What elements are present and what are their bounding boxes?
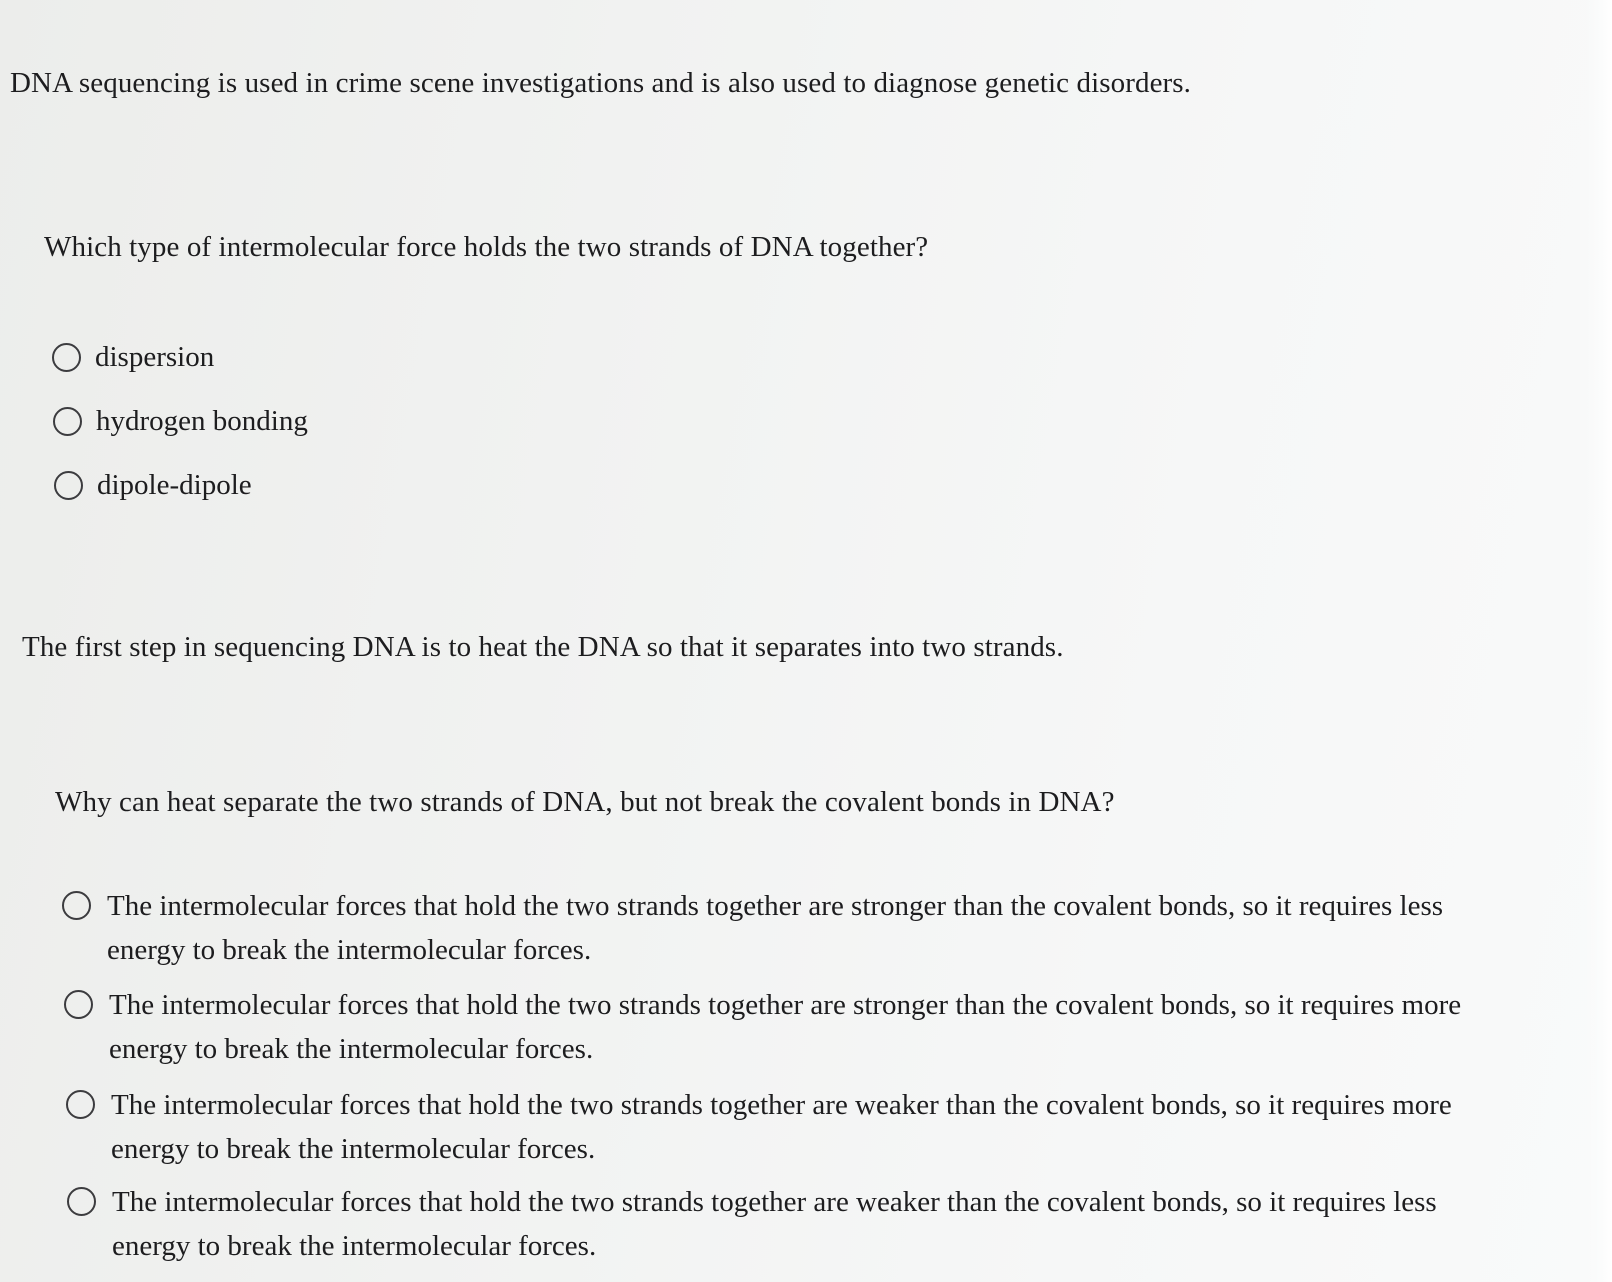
- question1-prompt: Which type of intermolecular force holds the two strands of DNA together?: [44, 231, 929, 263]
- question2-option-3[interactable]: [66, 1083, 1511, 1171]
- option-label: The intermolecular forces that hold the two strands together are weaker than the covalent bonds, so it requires less energy to break the intermolecular forces.: [112, 1186, 1437, 1262]
- question2-option-1[interactable]: [62, 884, 1507, 972]
- question2-option-4[interactable]: [67, 1180, 1512, 1268]
- question2-prompt: Why can heat separate the two strands of DNA, but not break the covalent bonds in DNA?: [55, 786, 1115, 818]
- step-text: The first step in sequencing DNA is to heat the DNA so that it separates into two strands.: [22, 631, 1064, 663]
- option-label: dispersion: [95, 341, 215, 373]
- option-label: hydrogen bonding: [96, 405, 308, 437]
- option-label: The intermolecular forces that hold the two strands together are stronger than the covalent bonds, so it requires less energy to break the intermolecular forces.: [107, 890, 1444, 966]
- question1-option-hydrogen-bonding[interactable]: [53, 400, 308, 443]
- question1-option-dispersion[interactable]: [52, 336, 214, 379]
- radio-button[interactable]: [53, 407, 82, 436]
- radio-button[interactable]: [52, 343, 81, 372]
- intro-text: DNA sequencing is used in crime scene investigations and is also used to diagnose genetic disorders.: [10, 67, 1192, 99]
- option-label: The intermolecular forces that hold the two strands together are weaker than the covalent bonds, so it requires more energy to break the intermolecular forces.: [111, 1089, 1452, 1165]
- radio-button[interactable]: [62, 891, 91, 920]
- radio-button[interactable]: [64, 990, 93, 1019]
- radio-button[interactable]: [67, 1187, 96, 1216]
- option-label: dipole-dipole: [97, 469, 252, 501]
- question2-option-2[interactable]: [64, 983, 1509, 1071]
- option-label: The intermolecular forces that hold the two strands together are stronger than the covalent bonds, so it requires more energy to break the intermolecular forces.: [109, 989, 1462, 1065]
- radio-button[interactable]: [66, 1090, 95, 1119]
- radio-button[interactable]: [54, 471, 83, 500]
- question1-option-dipole-dipole[interactable]: [54, 464, 252, 507]
- page-edge: [1586, 0, 1612, 1282]
